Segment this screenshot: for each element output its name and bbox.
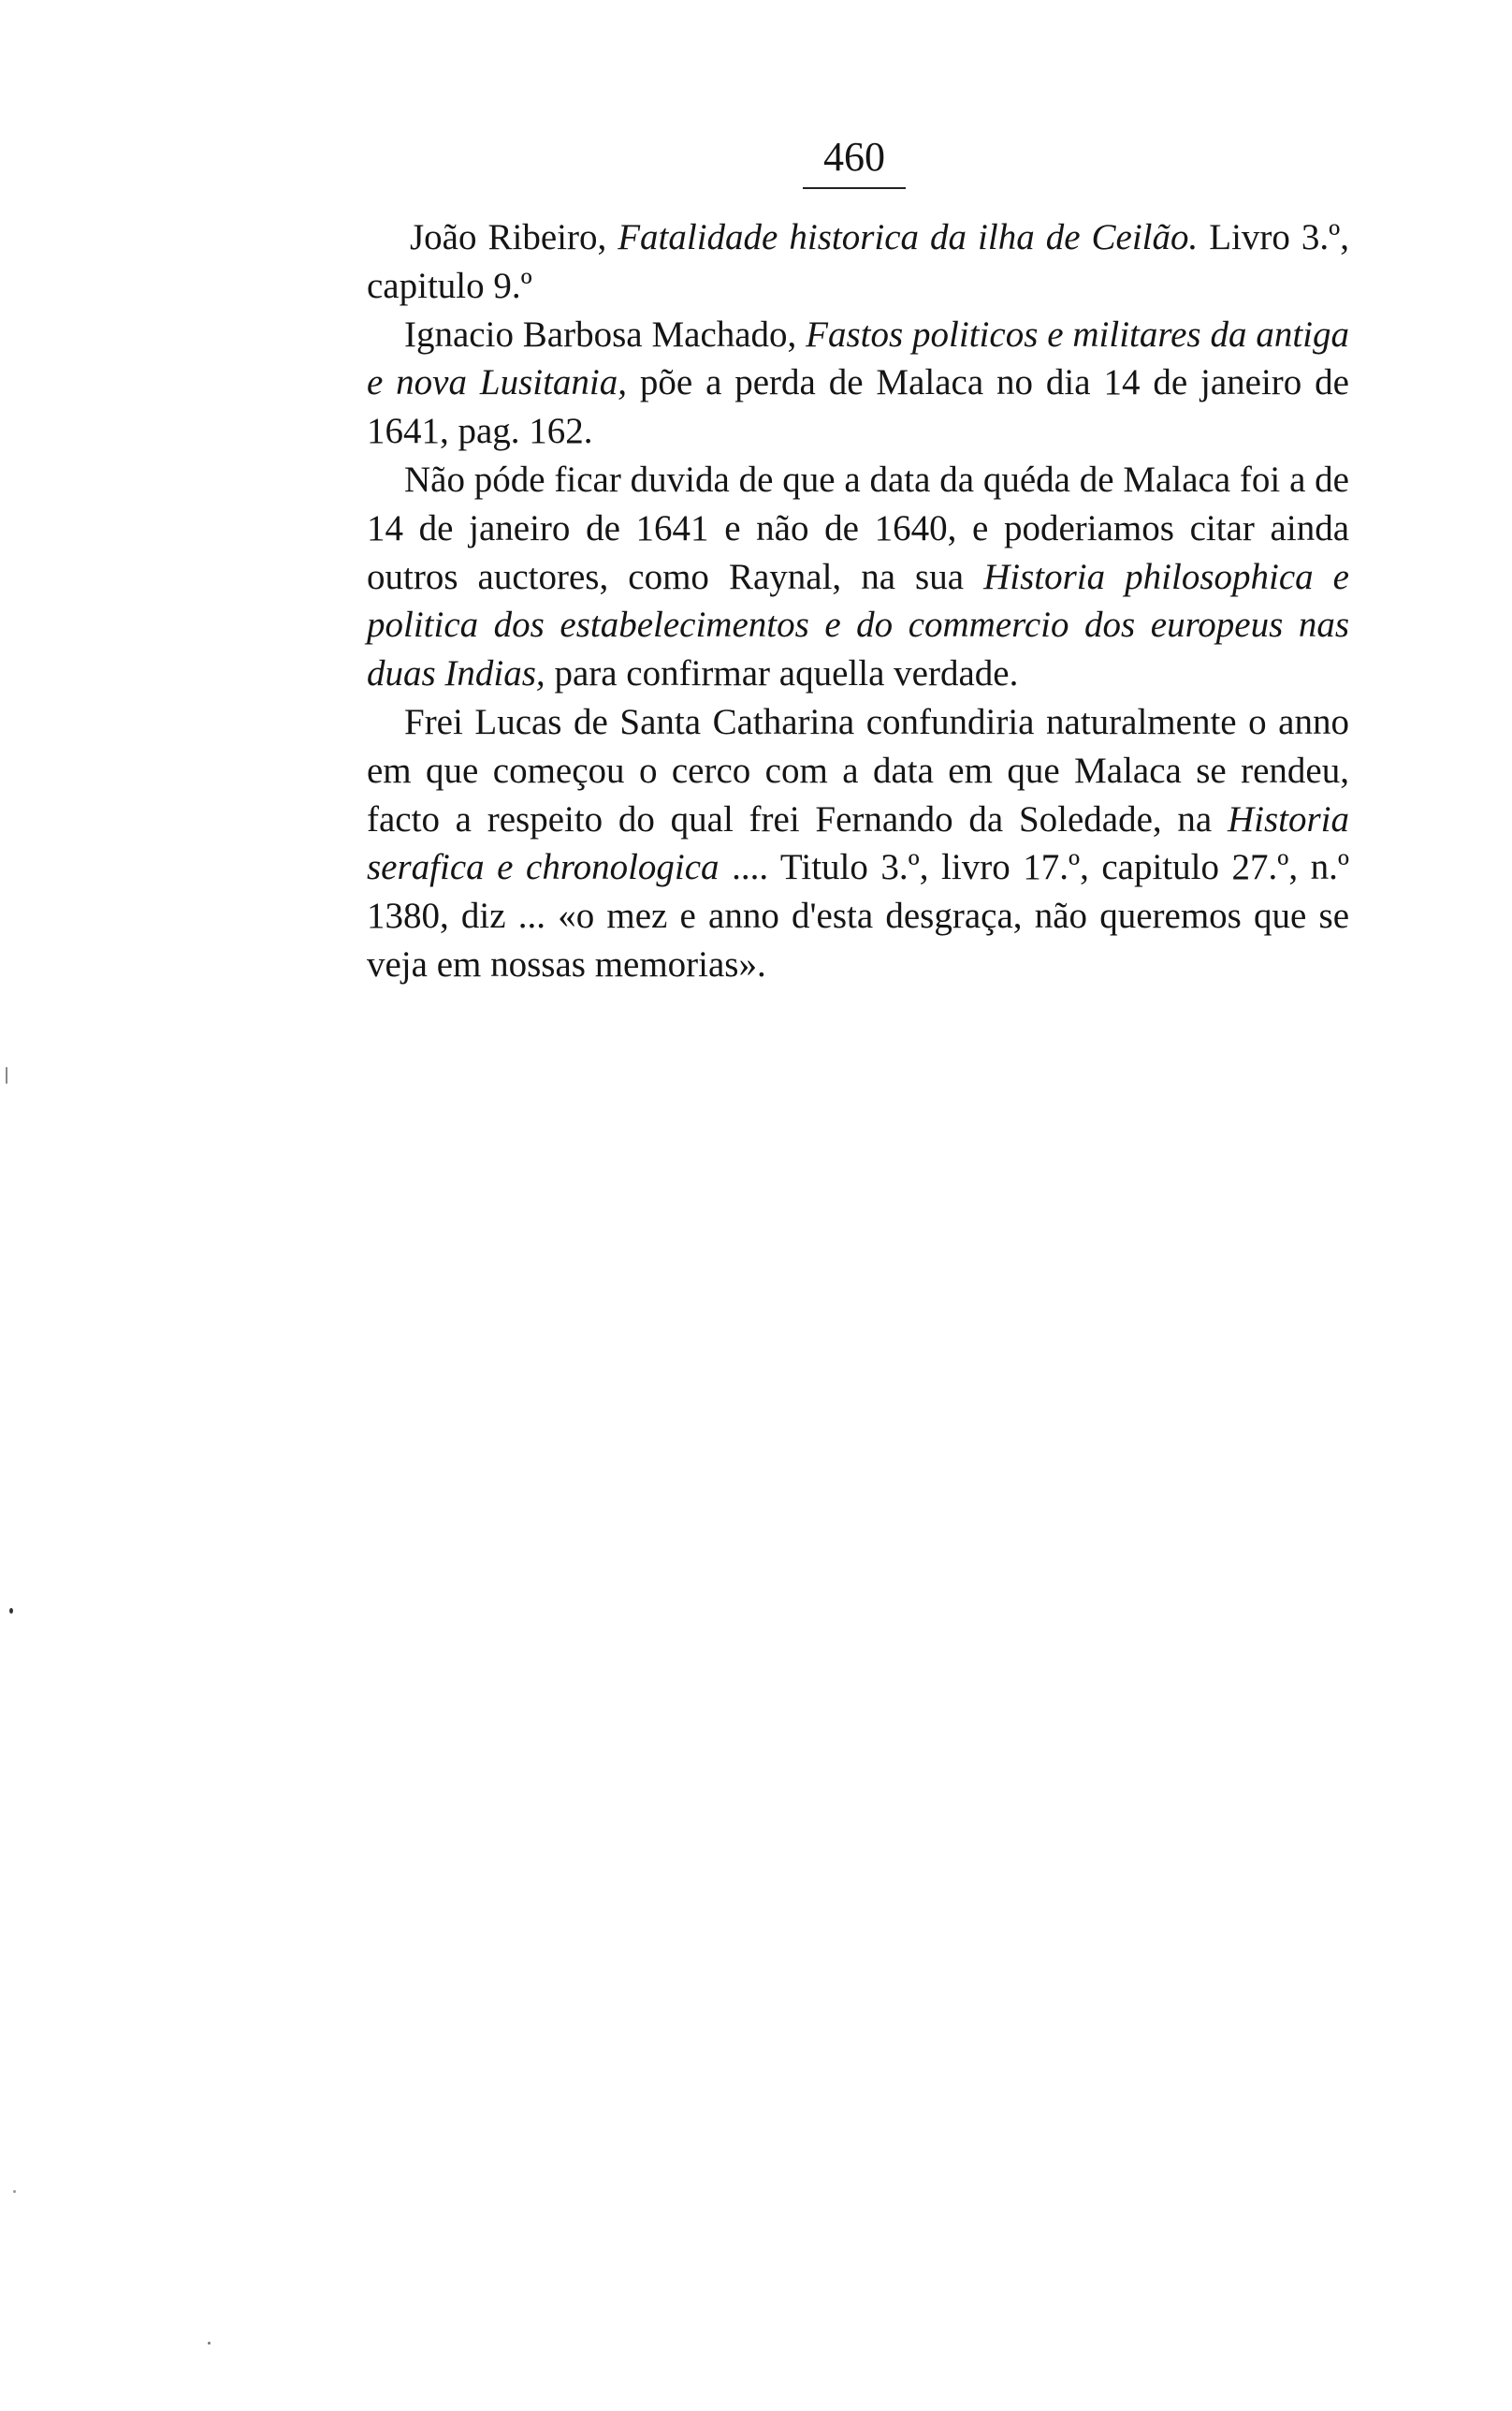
book-title-italic: Historia philosophica e politica dos estabelecimentos e do commercio dos europeus nas duas Indias,: [367, 556, 1349, 694]
paragraph-ignacio-barbosa: [367, 311, 1349, 456]
book-title-italic: Fastos politicos e militares da antiga e nova Lusitania,: [367, 314, 1349, 403]
scan-speck: [208, 2342, 211, 2345]
body-text: [367, 213, 1349, 989]
scan-speck: [9, 1608, 13, 1614]
page-number-rule: [803, 187, 906, 189]
page-number: 460: [823, 134, 885, 180]
paragraph-queda-malaca: [367, 456, 1349, 698]
paragraph-joao-ribeiro: [367, 213, 1349, 311]
text-segment: para confirmar aquella verdade.: [545, 653, 1019, 694]
text-segment: João Ribeiro,: [410, 217, 618, 257]
text-segment: põe a perda de Malaca no dia 14 de janeiro de 1641, pag. 162.: [367, 362, 1349, 452]
scan-speck: [13, 2190, 16, 2193]
text-segment: Não póde ficar duvida de que a data da quéda de Malaca foi a de 14 de janeiro de 1641 e não de 1640, e poderiamos citar ainda outros auctores, como Raynal, na sua: [367, 459, 1349, 597]
scan-speck: [6, 1067, 7, 1084]
book-title-italic: Fatalidade historica da ilha de Ceilão.: [618, 217, 1199, 257]
text-segment: Ignacio Barbosa Machado,: [404, 314, 807, 355]
book-title-italic: Historia serafica e chronologica: [367, 798, 1349, 888]
text-segment: .... Titulo 3.º, livro 17.º, capitulo 27.º, n.º 1380, diz ... «o mez e anno d'esta desgraça, não queremos que se veja em nossas memorias».: [367, 847, 1349, 985]
text-segment: Frei Lucas de Santa Catharina confundiria naturalmente o anno em que começou o cerco com a data em que Malaca se rendeu, facto a respeito do qual frei Fernando da Soledade, na: [367, 701, 1349, 840]
paragraph-frei-lucas: [367, 698, 1349, 989]
text-segment: Livro 3.º, capitulo 9.º: [367, 217, 1349, 306]
